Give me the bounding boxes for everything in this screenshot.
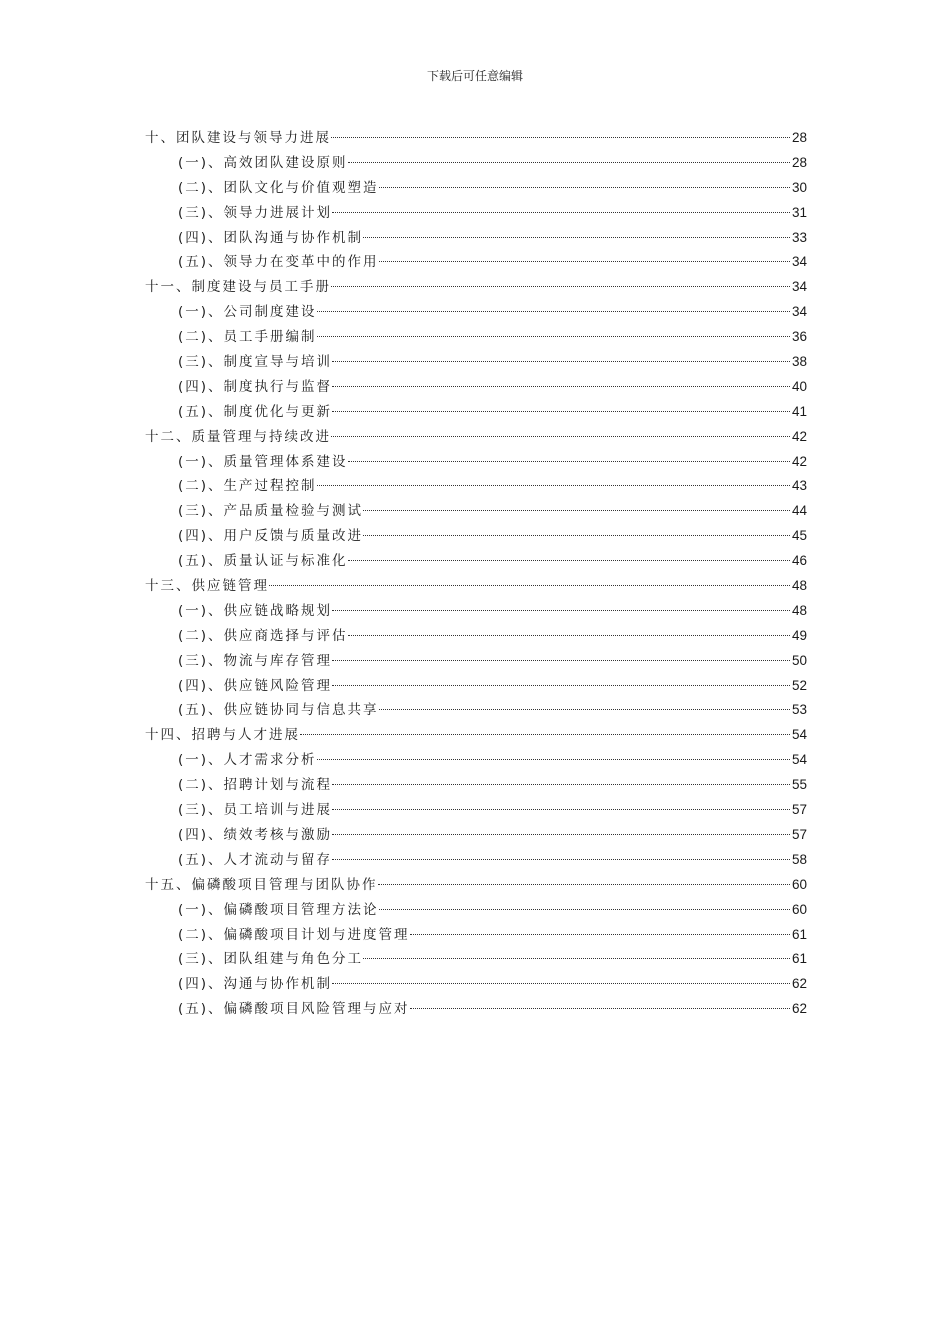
toc-dot-leader: [331, 137, 790, 138]
toc-dot-leader: [332, 784, 790, 785]
toc-page-number: 30: [791, 179, 807, 195]
toc-entry-title: (四)、用户反馈与质量改进: [178, 528, 364, 545]
toc-entry-title: (五)、偏磷酸项目风险管理与应对: [178, 1001, 410, 1018]
toc-section-entry[interactable]: [145, 923, 807, 948]
toc-section-entry[interactable]: [145, 325, 807, 350]
toc-entry-title: (五)、质量认证与标准化: [178, 553, 348, 570]
toc-dot-leader: [317, 311, 790, 312]
toc-section-entry[interactable]: [145, 997, 807, 1022]
toc-dot-leader: [332, 660, 790, 661]
toc-section-entry[interactable]: [145, 947, 807, 972]
toc-chapter-entry[interactable]: [145, 126, 807, 151]
toc-dot-leader: [300, 734, 790, 735]
toc-entry-title: (二)、招聘计划与流程: [178, 777, 333, 794]
toc-page-number: 57: [791, 802, 807, 818]
toc-dot-leader: [332, 983, 790, 984]
toc-section-entry[interactable]: [145, 698, 807, 723]
toc-dot-leader: [332, 411, 790, 412]
toc-entry-title: (三)、产品质量检验与测试: [178, 503, 364, 520]
toc-entry-title: 十、团队建设与领导力进展: [145, 130, 331, 146]
toc-entry-title: 十三、供应链管理: [145, 578, 269, 595]
table-of-contents: [145, 126, 807, 1022]
toc-dot-leader: [348, 560, 790, 561]
toc-page-number: 62: [791, 976, 807, 992]
toc-entry-title: (三)、领导力进展计划: [178, 204, 333, 221]
toc-page-number: 50: [791, 652, 807, 668]
toc-page-number: 33: [791, 229, 807, 245]
toc-dot-leader: [317, 759, 790, 760]
toc-entry-title: (三)、物流与库存管理: [178, 652, 333, 669]
toc-section-entry[interactable]: [145, 823, 807, 848]
toc-page-number: 36: [791, 329, 807, 345]
toc-section-entry[interactable]: [145, 972, 807, 997]
toc-section-entry[interactable]: [145, 624, 807, 649]
toc-section-entry[interactable]: [145, 748, 807, 773]
toc-dot-leader: [331, 286, 790, 287]
toc-dot-leader: [332, 834, 790, 835]
toc-section-entry[interactable]: [145, 151, 807, 176]
toc-page-number: 62: [791, 1001, 807, 1017]
toc-page-number: 42: [791, 453, 807, 469]
toc-entry-title: 十二、质量管理与持续改进: [145, 428, 331, 445]
toc-page-number: 42: [791, 428, 807, 444]
toc-dot-leader: [348, 162, 790, 163]
toc-page-number: 55: [791, 777, 807, 793]
toc-dot-leader: [332, 859, 790, 860]
toc-page-number: 34: [791, 304, 807, 320]
toc-section-entry[interactable]: [145, 773, 807, 798]
toc-section-entry[interactable]: [145, 524, 807, 549]
toc-dot-leader: [332, 610, 790, 611]
toc-dot-leader: [379, 709, 790, 710]
toc-dot-leader: [363, 510, 790, 511]
toc-dot-leader: [332, 212, 790, 213]
toc-page-number: 40: [791, 378, 807, 394]
toc-page-number: 38: [791, 354, 807, 370]
toc-page-number: 58: [791, 851, 807, 867]
toc-entry-title: (一)、偏磷酸项目管理方法论: [178, 901, 379, 918]
toc-entry-title: (三)、员工培训与进展: [178, 802, 333, 819]
toc-section-entry[interactable]: [145, 474, 807, 499]
toc-entry-title: (二)、供应商选择与评估: [178, 627, 348, 644]
toc-page-number: 34: [791, 279, 807, 295]
toc-entry-title: (一)、质量管理体系建设: [178, 453, 348, 470]
toc-entry-title: (五)、人才流动与留存: [178, 851, 333, 868]
toc-entry-title: (一)、人才需求分析: [178, 752, 317, 769]
toc-page-number: 41: [791, 403, 807, 419]
toc-page-number: 60: [791, 876, 807, 892]
toc-dot-leader: [332, 386, 790, 387]
toc-entry-title: (四)、供应链风险管理: [178, 677, 333, 694]
toc-dot-leader: [348, 635, 790, 636]
toc-page-number: 28: [791, 154, 807, 170]
toc-entry-title: (一)、高效团队建设原则: [178, 154, 348, 171]
toc-entry-title: (三)、团队组建与角色分工: [178, 951, 364, 968]
toc-page-number: 61: [791, 926, 807, 942]
toc-section-entry[interactable]: [145, 250, 807, 275]
toc-chapter-entry[interactable]: [145, 574, 807, 599]
toc-dot-leader: [379, 261, 790, 262]
toc-entry-title: (四)、绩效考核与激励: [178, 826, 333, 843]
toc-section-entry[interactable]: [145, 798, 807, 823]
toc-dot-leader: [378, 884, 790, 885]
toc-page-number: 45: [791, 528, 807, 544]
toc-entry-title: (一)、公司制度建设: [178, 304, 317, 321]
toc-page-number: 48: [791, 602, 807, 618]
toc-dot-leader: [363, 237, 790, 238]
toc-dot-leader: [410, 934, 790, 935]
toc-chapter-entry[interactable]: [145, 275, 807, 300]
toc-section-entry[interactable]: [145, 499, 807, 524]
toc-section-entry[interactable]: [145, 375, 807, 400]
toc-page-number: 57: [791, 826, 807, 842]
toc-entry-title: (四)、制度执行与监督: [178, 378, 333, 395]
toc-page-number: 28: [791, 130, 807, 145]
toc-page-number: 43: [791, 478, 807, 494]
toc-entry-title: 十四、招聘与人才进展: [145, 727, 300, 744]
toc-section-entry[interactable]: [145, 649, 807, 674]
toc-dot-leader: [379, 909, 790, 910]
header-note: 下载后可任意编辑: [426, 69, 523, 83]
toc-page-number: 52: [791, 677, 807, 693]
toc-page-number: 60: [791, 901, 807, 917]
toc-entry-title: (三)、制度宣导与培训: [178, 354, 333, 371]
toc-page-number: 49: [791, 627, 807, 643]
toc-dot-leader: [379, 187, 790, 188]
toc-page-number: 54: [791, 727, 807, 743]
toc-page-number: 31: [791, 204, 807, 220]
toc-entry-title: (二)、团队文化与价值观塑造: [178, 179, 379, 196]
toc-dot-leader: [332, 361, 790, 362]
toc-dot-leader: [317, 336, 790, 337]
toc-section-entry[interactable]: [145, 226, 807, 251]
toc-entry-title: (五)、领导力在变革中的作用: [178, 254, 379, 271]
toc-chapter-entry[interactable]: [145, 873, 807, 898]
toc-section-entry[interactable]: [145, 549, 807, 574]
toc-section-entry[interactable]: [145, 400, 807, 425]
toc-dot-leader: [363, 535, 790, 536]
toc-page-number: 44: [791, 503, 807, 519]
toc-dot-leader: [363, 958, 790, 959]
toc-dot-leader: [331, 436, 790, 437]
toc-chapter-entry[interactable]: [145, 425, 807, 450]
toc-entry-title: (四)、团队沟通与协作机制: [178, 229, 364, 246]
toc-entry-title: (二)、生产过程控制: [178, 478, 317, 495]
toc-dot-leader: [269, 585, 790, 586]
toc-chapter-entry[interactable]: [145, 723, 807, 748]
toc-dot-leader: [348, 461, 790, 462]
toc-page-number: 46: [791, 553, 807, 569]
toc-dot-leader: [332, 809, 790, 810]
toc-section-entry[interactable]: [145, 176, 807, 201]
toc-section-entry[interactable]: [145, 674, 807, 699]
toc-entry-title: (二)、偏磷酸项目计划与进度管理: [178, 926, 410, 943]
toc-page-number: 54: [791, 752, 807, 768]
toc-entry-title: 十一、制度建设与员工手册: [145, 279, 331, 296]
toc-page-number: 61: [791, 951, 807, 967]
toc-dot-leader: [317, 485, 790, 486]
toc-section-entry[interactable]: [145, 599, 807, 624]
toc-entry-title: 十五、偏磷酸项目管理与团队协作: [145, 876, 378, 893]
toc-section-entry[interactable]: [145, 450, 807, 475]
toc-section-entry[interactable]: [145, 350, 807, 375]
toc-section-entry[interactable]: [145, 848, 807, 873]
toc-page-number: 34: [791, 254, 807, 270]
toc-dot-leader: [410, 1008, 790, 1009]
toc-entry-title: (五)、供应链协同与信息共享: [178, 702, 379, 719]
toc-section-entry[interactable]: [145, 300, 807, 325]
toc-section-entry[interactable]: [145, 898, 807, 923]
toc-entry-title: (二)、员工手册编制: [178, 329, 317, 346]
toc-entry-title: (一)、供应链战略规划: [178, 602, 333, 619]
toc-page-number: 48: [791, 578, 807, 594]
toc-entry-title: (四)、沟通与协作机制: [178, 976, 333, 993]
toc-section-entry[interactable]: [145, 201, 807, 226]
toc-dot-leader: [332, 685, 790, 686]
toc-page-number: 53: [791, 702, 807, 718]
toc-entry-title: (五)、制度优化与更新: [178, 403, 333, 420]
